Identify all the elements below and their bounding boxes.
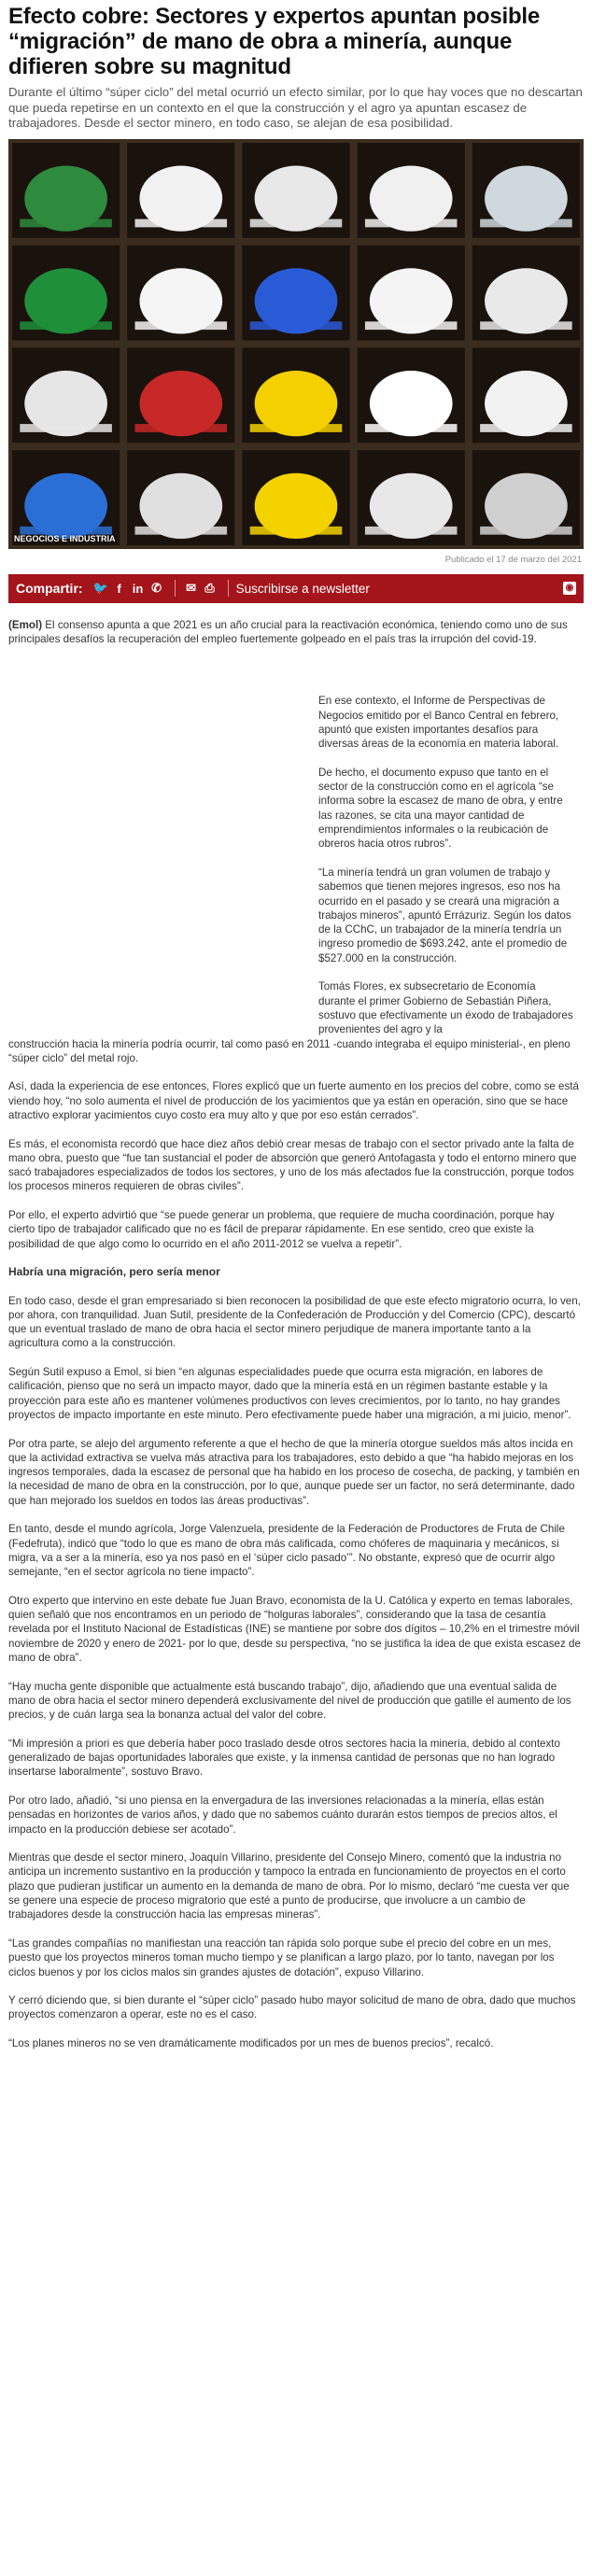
article-body	[8, 618, 584, 2051]
paragraph: construcción hacia la minería podría ocurrir, tal como pasó en 2011 -cuando integraba el equipo ministerial-, en pleno “súper ciclo” del metal rojo.	[8, 1037, 571, 1064]
paragraph: Es más, el economista recordó que hace diez años debió crear mesas de trabajo con el sector privado ante la falta de mano obra, puesto que “fue tan sustancial el poder de absorción que generó Antofagasta y todo el entorno minero que sacó trabajadores especializados de todos los sectores, y uno de los más afectados fue la construcción, porque todos los procesos mineros requieren de obras civiles”.	[8, 1137, 577, 1193]
image-category-label[interactable]: NEGOCIOS E INDUSTRIA	[14, 533, 116, 543]
article-lead: Durante el último “súper ciclo” del metal ocurrió un efecto similar, por lo que hay voces que no descartan que pueda repetirse en un contexto en el que la construcción y el agro ya apuntan escasez de trabajadores. Desde el sector minero, en todo caso, se alejan de esa posibilidad.	[8, 85, 583, 130]
paragraph: (Emol) El consenso apunta a que 2021 es un año crucial para la reactivación económica, teniendo como uno de sus principales desafíos la recuperación del empleo fuertemente golpeado en el país tras la irrupción del covid-19.	[8, 618, 568, 645]
helmet-brim	[135, 218, 228, 227]
helmet-brim	[135, 424, 228, 432]
helmet-brim	[135, 321, 228, 330]
helmet-brim	[480, 218, 572, 227]
paragraph: Así, dada la experiencia de ese entonces, Flores explicó que un fuerte aumento en los precios del cobre, como se está viendo hoy, “no solo aumenta el nivel de producción de los yacimientos que ya están en operación, sino que se hace atractivo explorar yacimientos cuyo costo era muy alto y que por eso están cerrados”.	[8, 1080, 579, 1121]
linkedin-icon[interactable]: in	[132, 581, 144, 596]
helmet-brim	[365, 218, 458, 227]
helmet-brim	[250, 424, 343, 432]
paragraph: “Mi impresión a priori es que debería haber poco traslado desde otros sectores hacia la minería, debido al contexto generalizado de bajas oportunidades laborales que existe, y la inmensa cantidad de personas que no han logrado insertarse laboralmente”, sostuvo Bravo.	[8, 1737, 560, 1779]
paragraph: Tomás Flores, ex subsecretario de Economía durante el primer Gobierno de Sebastián Piñera, sostuvo que efectivamente un éxodo de trabajadores provenientes del agro y la	[318, 980, 573, 1036]
helmet-brim	[480, 321, 572, 330]
paragraph: En todo caso, desde el gran empresariado si bien reconocen la posibilidad de que este efecto migratorio ocurra, lo ven, por ahora, con tranquilidad. Juan Sutil, presidente de la Confederación de Producción y del Comercio (CPC), descartó que un eventual traslado de mano de obra hacia el sector minero perjudique de manera importante tanto a la agricultura como a la construcción.	[8, 1294, 581, 1350]
article-photo[interactable]	[8, 139, 584, 549]
paragraph: Según Sutil expuso a Emol, si bien “en algunas especialidades puede que ocurra esta migración, en labores de calificación, pienso que no será un impacto mayor, dado que la minería está en un régimen bastante estable y la proyección para este año es mantener volúmenes productivos con leves crecimientos, por lo tanto, no hay grandes proyectos de impacto importante en este minuto. Pero efectivamente puede haber una migración, a mi juicio, menor”.	[8, 1366, 571, 1421]
paragraph: En ese contexto, el Informe de Perspectivas de Negocios emitido por el Banco Central en febrero, apuntó que existen importantes desafíos para diversas áreas de la economía en materia laboral.	[318, 695, 559, 751]
paragraph: “Los planes mineros no se ven dramáticamente modificados por un mes de buenos precios”, recalcó.	[8, 2037, 494, 2049]
print-icon[interactable]: ⎙	[204, 581, 215, 595]
helmet-brim	[365, 424, 458, 432]
share-divider	[228, 580, 229, 597]
helmet-brim	[480, 424, 572, 432]
helmets-image	[8, 139, 584, 549]
helmet-brim	[480, 526, 572, 534]
helmet-brim	[135, 526, 228, 534]
helmet-brim	[365, 321, 458, 330]
section-heading: Habría una migración, pero sería menor	[8, 1265, 220, 1279]
share-divider	[175, 580, 176, 597]
helmet-brim	[20, 218, 112, 227]
paragraph: “Las grandes compañías no manifiestan una reacción tan rápida solo porque sube el precio del cobre en un mes, puesto que los proyectos mineros toman mucho tiempo y se planifican a largo plazo, por lo tanto, navegan por los ciclos buenos y por los ciclos malos sin grandes ajustes de dotación”, expuso Villarino.	[8, 1936, 555, 1978]
helmet-brim	[20, 424, 112, 432]
paragraph: De hecho, el documento expuso que tanto en el sector de la construcción como en el agrícola “se informa sobre la escasez de mano de obra, y entre las razones, se cita una mayor cantidad de emprendimientos informales o la reubicación de obreros hacia otros rubros”.	[318, 766, 563, 851]
article-title: Efecto cobre: Sectores y expertos apuntan posible “migración” de mano de obra a minería, aunque difieren sobre su magnitud	[8, 4, 541, 79]
mail-icon[interactable]: ✉	[186, 581, 197, 595]
paragraph: “Hay mucha gente disponible que actualmente está buscando trabajo”, dijo, añadiendo que una eventual salida de mano de obra hacia el sector minero dependerá exclusivamente del nivel de producción que gatille el aumento de los precios, y de cuán larga sea la bonanza actual del valor del cobre.	[8, 1680, 571, 1722]
twitter-icon[interactable]: 🐦	[92, 581, 108, 595]
helmet-brim	[250, 526, 343, 534]
publish-date: Publicado el 17 de marzo del 2021	[444, 554, 582, 565]
helmet-brim	[20, 321, 112, 330]
article	[0, 4, 592, 2050]
paragraph: Por ello, el experto advirtió que “se puede generar un problema, que requiere de mucha coordinación, porque hay cierto tipo de trabajador calificado que no es fácil de preparar rápidamente. En ese sentido, creo que existe la posibilidad de que algo como lo ocurrido en el año 2011-2012 se vuelva a repetir”.	[8, 1209, 555, 1250]
paragraph: Por otro lado, añadió, “si uno piensa en la envergadura de las inversiones relacionadas a la minería, ellas están pensadas en horizontes de varios años, y dado que no sabemos cuánto durarán estos tiempos de precios altos, el impacto en la producción debiese ser acotado”.	[8, 1794, 557, 1836]
paragraph: Otro experto que intervino en este debate fue Juan Bravo, economista de la U. Católica y experto en temas laborales, quien señaló que nos encontramos en un periodo de “holguras laborales”, considerando que la tasa de cesantía revelada por el Instituto Nacional de Estadísticas (INE) se mantiene por sobre dos dígitos – 10,2% en el trimestre móvil noviembre de 2020 y enero de 2021- por lo que, desde su perspectiva, “no se justifica la idea de que exista escasez de mano de obra”.	[8, 1594, 581, 1664]
paragraph: En tanto, desde el mundo agrícola, Jorge Valenzuela, presidente de la Federación de Productores de Fruta de Chile (Fedefruta), indicó que “todo lo que es mano de obra más calificada, como chóferes de maquinaria y mecánicos, si migra, va a ser a la minería, eso ya nos pasó en el ‘súper ciclo pasado’”. No obstante, expresó que de ocurrir algo semejante, “en el sector agrícola no tiene impacto”.	[8, 1523, 565, 1579]
helmet-brim	[250, 321, 343, 330]
rss-icon[interactable]: ◉	[563, 582, 576, 595]
facebook-icon[interactable]: f	[117, 581, 121, 596]
share-label: Compartir:	[16, 581, 83, 596]
inline-column	[318, 694, 575, 1036]
paragraph: Mientras que desde el sector minero, Joaquín Villarino, presidente del Consejo Minero, comentó que la industria no anticipa un incremento sustantivo en la producción y tampoco la entrada en funcionamiento de proyectos en el corto plazo que pudieran justificar un aumento en la demanda de mano de obra. Por lo mismo, declaró “me cuesta ver que se genere una especie de proceso migratorio que esté a punto de producirse, que involucre a un cambio de trabajadores desde la construcción hacia las empresas mineras”.	[8, 1851, 570, 1921]
paragraph: Por otra parte, se alejo del argumento referente a que el hecho de que la minería otorgue sueldos más altos incida en que la actividad extractiva se vuelva más atractiva para los trabajadores, esto debido a que “ha habido mejoras en los ingresos temporales, dada la escasez de personal que ha habido en los proceso de cosecha, de packing, y también en la necesidad de mano de obra en la construcción, por lo que, aunque puede ser un factor, no será determinante, dado que han mejorado los sueldos en todos las áreas productivas”.	[8, 1437, 580, 1507]
paragraph: Y cerró diciendo que, si bien durante el “súper ciclo” pasado hubo mayor solicitud de mano de obra, dado que muchos proyectos comenzaron a operar, este no es el caso.	[8, 1994, 576, 2021]
source-tag: (Emol)	[8, 618, 43, 631]
share-bar	[8, 574, 584, 603]
newsletter-link[interactable]: Suscribirse a newsletter	[235, 581, 370, 596]
paragraph: “La minería tendrá un gran volumen de trabajo y sabemos que tienen mejores ingresos, eso nos ha ocurrido en el pasado y se creará una migración a trabajos mineros”, apuntó Errázuriz. Según los datos de la CChC, un trabajador de la minería tendría un ingreso promedio de $693.242, ante el promedio de $527.000 en la construcción.	[318, 866, 571, 964]
helmet-brim	[250, 218, 343, 227]
whatsapp-icon[interactable]: ✆	[151, 581, 162, 595]
helmet-brim	[365, 526, 458, 534]
